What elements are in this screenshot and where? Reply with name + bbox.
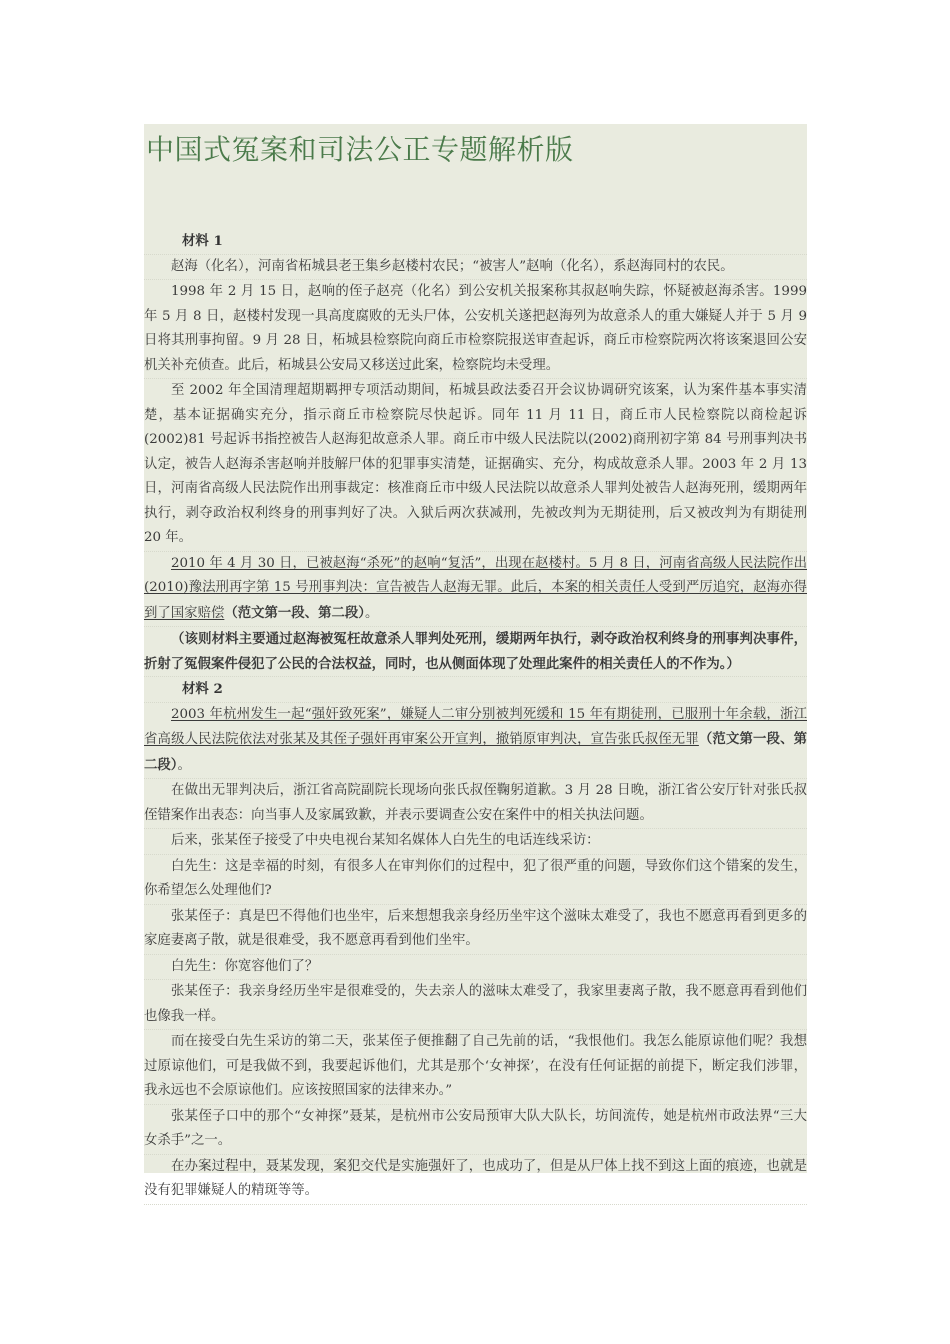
underlined-text: 2010 年 4 月 30 日，已被赵海“杀死”的赵响“复活”，出现在赵楼村。5 月 8 日，河南省高级人民法院作出(2010)豫法刑再字第 15 号刑事判决：宣告被告人赵海无罪。此后，本案的相关责任人受到严厉追究，赵海亦得到了国家赔偿	[144, 555, 807, 621]
page-title: 中国式冤案和司法公正专题解析版	[146, 133, 574, 166]
sentence-end: 。	[364, 605, 379, 621]
document-body	[144, 229, 807, 1205]
material-2-paragraph: 白先生：你宽容他们了？	[144, 955, 807, 981]
material-1-note: （该则材料主要通过赵海被冤枉故意杀人罪判处死刑，缓期两年执行，剥夺政治权利终身的刑事判决事件，折射了冤假案件侵犯了公民的合法权益，同时，也从侧面体现了处理此案件的相关责任人的不作为。）	[144, 627, 807, 677]
material-2-heading: 材料 2	[144, 677, 807, 703]
essay-reference: （范文第一段、第二段）	[224, 604, 365, 621]
material-2-paragraph: 张某侄子：我亲身经历坐牢是很难受的，失去亲人的滋味太难受了，我家里妻离子散，我不愿意再看到他们也像我一样。	[144, 980, 807, 1030]
material-2-paragraph: 白先生：这是幸福的时刻，有很多人在审判你们的过程中，犯了很严重的问题，导致你们这个错案的发生，你希望怎么处理他们?	[144, 855, 807, 905]
essay-reference: （范文第一段、第二段）	[144, 731, 807, 773]
material-2-paragraph: 在办案过程中，聂某发现，案犯交代是实施强奸了，也成功了，但是从尸体上找不到这上面的痕迹，也就是没有犯罪嫌疑人的精斑等等。	[144, 1155, 807, 1205]
material-2-paragraph: 张某侄子口中的那个“女神探”聂某，是杭州市公安局预审大队大队长，坊间流传，她是杭州市政法界“三大女杀手”之一。	[144, 1105, 807, 1155]
material-2-paragraph: 在做出无罪判决后，浙江省高院副院长现场向张氏叔侄鞠躬道歉。3 月 28 日晚，浙江省公安厅针对张氏叔侄错案作出表态：向当事人及家属致歉，并表示要调查公安在案件中的相关执法问题。	[144, 779, 807, 829]
material-2-paragraph: 张某侄子：真是巴不得他们也坐牢，后来想想我亲身经历坐牢这个滋味太难受了，我也不愿意再看到更多的家庭妻离子散，就是很难受，我不愿意再看到他们坐牢。	[144, 905, 807, 955]
material-1-paragraph	[144, 552, 807, 628]
material-1-paragraph: 至 2002 年全国清理超期羁押专项活动期间，柘城县政法委召开会议协调研究该案，认为案件基本事实清楚，基本证据确实充分，指示商丘市检察院尽快起诉。同年 11 月 11 日，商丘市人民检察院以商检起诉(2002)81 号起诉书指控被告人赵海犯故意杀人罪。商丘市中级人民法院以(2002)商刑初字第 84 号刑事判决书认定，被告人赵海杀害赵响并肢解尸体的犯罪事实清楚，证据确实、充分，构成故意杀人罪。2003 年 2 月 13 日，河南省高级人民法院作出刑事裁定：核准商丘市中级人民法院以故意杀人罪判处被告人赵海死刑，缓期两年执行，剥夺政治权利终身的刑事判好了决。入狱后两次获减刑，先被改判为无期徒刑，后又被改判为有期徒刑 20 年。	[144, 379, 807, 552]
material-2-paragraph	[144, 703, 807, 780]
underlined-text: 2003 年杭州发生一起“强奸致死案”，嫌疑人二审分别被判死缓和 15 年有期徒刑，已服刑十年余载，浙江省高级人民法院依法对张某及其侄子强奸再审案公开宣判，撤销原审判决，宣告张氏叔侄无罪	[144, 706, 807, 747]
material-1-paragraph: 1998 年 2 月 15 日，赵响的侄子赵亮（化名）到公安机关报案称其叔赵响失踪，怀疑被赵海杀害。1999 年 5 月 8 日，赵楼村发现一具高度腐败的无头尸体，公安机关遂把赵海列为故意杀人的重大嫌疑人并于 5 月 9 日将其刑事拘留。9 月 28 日，柘城县检察院向商丘市检察院报送审查起诉，商丘市检察院两次将该案退回公安机关补充侦查。此后，柘城县公安局又移送过此案，检察院均未受理。	[144, 280, 807, 379]
material-1-paragraph: 赵海（化名），河南省柘城县老王集乡赵楼村农民；“被害人”赵响（化名），系赵海同村的农民。	[144, 255, 807, 281]
material-2-paragraph: 而在接受白先生采访的第二天，张某侄子便推翻了自己先前的话，“我恨他们。我怎么能原谅他们呢？我想过原谅他们，可是我做不到，我要起诉他们，尤其是那个‘女神探’，在没有任何证据的前提下，断定我们涉罪，我永远也不会原谅他们。应该按照国家的法律来办。”	[144, 1030, 807, 1105]
sentence-end: 。	[177, 757, 191, 773]
material-2-paragraph: 后来，张某侄子接受了中央电视台某知名媒体人白先生的电话连线采访：	[144, 829, 807, 855]
material-1-heading: 材料 1	[144, 229, 807, 255]
